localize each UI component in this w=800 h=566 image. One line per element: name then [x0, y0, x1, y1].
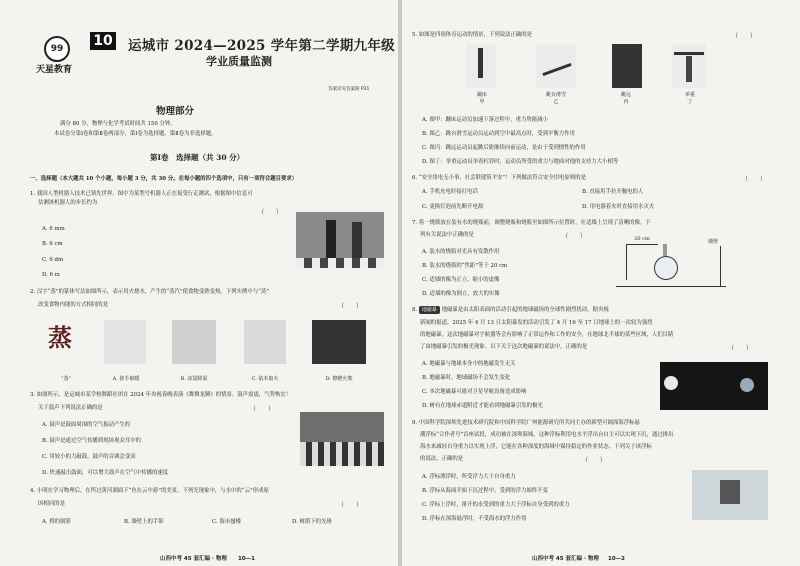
q7-option-c: C. 适墙的像为正立、缩小的虚像: [422, 277, 500, 283]
footer-right-text: 山西中考 45 套汇编 · 物理: [532, 556, 599, 562]
q8-answer-paren: （ ）: [728, 345, 753, 352]
q8-option-a: A. 地磁暴与地球本身中的地磁发生无关: [422, 361, 516, 367]
footer-left-page: 10—1: [238, 556, 255, 562]
q1-option-d: D. 6 m: [42, 272, 60, 278]
q6-option-a: A. 手机充电时接打电话: [422, 189, 478, 195]
q1-line-2: 估测该机器人的步长约为: [38, 200, 98, 206]
left-page: [0, 0, 398, 566]
right-page: [402, 0, 800, 566]
q9-option-a: A. 浮标漂浮时，所受浮力大于自身重力: [422, 474, 516, 480]
q4-option-b: B. 墙壁上的手影: [124, 519, 164, 525]
q3-option-c: C. 用较小的力敲鼓，鼓声的音调会变高: [42, 454, 136, 460]
trampoline-image: [466, 44, 496, 88]
robot-walking-photo: [296, 212, 384, 268]
q8-topic-badge: 地磁暴: [419, 306, 440, 314]
q5-option-b: B. 图乙：跳台滑雪运动员运动到空中最高点时，受到平衡力作用: [422, 131, 575, 137]
logo-text: 天星教育: [36, 65, 73, 75]
q7-option-d: D. 适墙的像为倒立、放大的实像: [422, 291, 500, 297]
distance-label: 20 cm: [634, 236, 650, 242]
footer-right-page: 10—2: [608, 556, 625, 562]
q3-line-1: 3. 如图所示，是运城市某学校舞蹈社团在 2024 年央视春晚表演《舞舞龙腾》的情景。鼓声震震，气势恢宏！: [30, 392, 292, 398]
q9-line-4: 的说法，正确的是: [420, 456, 464, 462]
q9-option-d: D. 浮标在深海悬浮时，不受海水的浮力作用: [422, 516, 527, 522]
q4-line-1: 4. 小明在学习物理后，在所过黄河湖面下“鱼在云中游”的美景。下列光现象中，与水中的“云”形成原: [30, 488, 269, 494]
q9-answer-paren: （ ）: [582, 457, 607, 464]
q2-caption-b: B. 冰袋降温: [180, 376, 208, 382]
q4-option-c: C. 海市蜃楼: [212, 519, 241, 525]
flask-neck: [663, 244, 667, 256]
logo-star-icon: 99: [44, 36, 70, 62]
q8-option-b: B. 地磁暴时，地球磁场不会发生变化: [422, 375, 511, 381]
q5-option-d: D. 图丁：举重运动员举着杠铃时，运动员所受的重力与地面对他的支持力大小相等: [422, 159, 619, 165]
q6-line-1: 6. “安全用电无小事，社会联建筑平安”！下列做法符合安全用电原则的是: [412, 175, 587, 181]
q6-option-d: D. 用电器着火时直接用水灭火: [582, 204, 655, 210]
q6-answer-paren: （ ）: [742, 176, 767, 183]
paper-number-badge: 10: [90, 32, 116, 50]
q8-text-1: 地磁暴是由太阳表面的活动引起的地球磁场的全球性剧烈扰动。据央视: [441, 307, 609, 313]
q8-line-3: 的地磁暴。这次地磁暴对宇航器等会有影响了正常运作和工作的安全，在地球北半球的某些区域，人们目睹: [420, 332, 674, 338]
drum-performance-photo: [300, 412, 384, 466]
seal-script-glyph: 蒸: [48, 323, 72, 352]
q5-option-a: A. 图甲：蹦床运动员加速下落过程中，重力势能减小: [422, 117, 548, 123]
q2-answer-paren: （ ）: [338, 303, 363, 310]
q5-option-c: C. 图丙：跳远运动员起跳后能继续向前运动，是由于受到惯性的作用: [422, 145, 586, 151]
q5-line-1: 5. 如图是四项体育运动的情景，下列说法正确的是: [412, 32, 533, 38]
q5-caption-c: 跳远 丙: [620, 92, 631, 105]
q2-line-1: 2. 汉字“蒸”的篆体写法如图所示，表示用火烧水，产生的“蒸汽”使食物变熟变热。下列实例中与“蒸”: [30, 289, 270, 295]
instructions: 一、选择题（本大题共 10 个小题，每小题 3 分，共 30 分。在每小题的四个选项中，只有一项符合题目要求）: [30, 176, 298, 182]
section-heading: 第Ⅰ卷 选择题（共 30 分）: [150, 153, 245, 162]
q4-answer-paren: （ ）: [338, 502, 363, 509]
answer-reference: 答案详见答案册 P31: [328, 87, 370, 92]
q6-option-c: C. 更换灯泡前先断开电源: [422, 204, 484, 210]
wall: [720, 246, 721, 286]
q5-caption-d: 举重 丁: [684, 92, 695, 105]
q6-option-b: B. 直接用手拉开触电的人: [582, 189, 644, 195]
earth-magnetosphere-image: [660, 362, 768, 410]
distance-arrow: [626, 244, 658, 245]
q3-line-2: 关于鼓声下列说法正确的是: [38, 405, 103, 411]
q5-caption-b: 跳台滑雪 乙: [545, 92, 566, 105]
q2-caption-d: D. 擦燃火柴: [325, 376, 353, 382]
q8-option-c: C. 本次地磁暴可能对卫星导航设备造成影响: [422, 389, 527, 395]
footer-left-text: 山西中考 45 套汇编 · 物理: [160, 556, 227, 562]
q3-answer-paren: （ ）: [250, 406, 275, 413]
q7-answer-paren: （ ）: [562, 233, 587, 240]
q5-answer-paren: （ ）: [732, 33, 757, 40]
q8-line-4: 了由地磁暴引发的极光现象。以下关于这次地磁暴的说法中，正确的是: [420, 344, 588, 350]
paper-title: 运城市 2024—2025 学年第二学期九年级: [128, 38, 395, 54]
q8-line-1: [412, 306, 768, 314]
q9-line-2: 潮浮标“合作者号”首座试投，成功被在深圳海域。这种浮标利用电水平浮出台自主可以实现下沉，通过排出: [420, 432, 674, 438]
q8-line-2: 新闻的报道，2025 年 4 月 13 日太阳暴发的活动引发了 4 月 16 至 17 日地球上的一次较为强烈: [420, 320, 653, 326]
q8-number: 8.: [412, 307, 418, 313]
ice-pack-image: [172, 320, 216, 364]
subject-heading: 物理部分: [156, 106, 195, 117]
strike-match-image: [312, 320, 366, 364]
buoy-photo: [692, 470, 768, 520]
q4-option-d: D. 树荫下的光斑: [292, 519, 332, 525]
q1-line-1: 1. 我国人型机器人技术已领先世界。图中为某型号机器人正在接受行走测试，根据图中信息可: [30, 191, 253, 197]
q9-line-3: 海水来减轻自身重力以实现上浮，它能在各种深度的海域中保持稳定的作业状态。下列关于该浮标: [420, 444, 652, 450]
intro-line-1: 满分 80 分，物理与化学考试时间共 150 分钟。: [60, 121, 176, 127]
ski-jump-image: [536, 44, 576, 88]
table-line: [616, 286, 726, 287]
weightlifting-image: [672, 44, 706, 88]
drill-wood-fire-image: [244, 320, 286, 364]
q7-option-a: A. 装水的烧瓶对光具有发散作用: [422, 249, 500, 255]
intro-line-2: 本试卷分第Ⅰ卷和第Ⅱ卷两部分，第Ⅰ卷为选择题，第Ⅱ卷为非选择题。: [54, 131, 217, 137]
q3-option-a: A. 鼓声是鼓面周围的空气振动产生的: [42, 422, 131, 428]
wall-label: 墙壁: [707, 239, 718, 245]
q2-caption-glyph: “蒸”: [60, 376, 72, 382]
q4-option-a: A. 桥的倒影: [42, 519, 71, 525]
q1-answer-paren: （ ）: [258, 209, 283, 216]
q3-option-d: D. 快速敲击鼓面，可以增大鼓声在空气中传播的速度: [42, 470, 169, 476]
q1-option-c: C. 6 dm: [42, 257, 64, 263]
q9-line-1: 9. 中国科学院深圳先进技术研究院和中国科学院广州能源研究所共同主办的新型可调深海浮标悬: [412, 420, 640, 426]
rub-hands-image: [104, 320, 146, 364]
water-flask: [654, 256, 678, 280]
q9-option-c: C. 浮标上浮时，排开的水受到的重力大于浮标自身受到的重力: [422, 502, 570, 508]
q7-line-1: 7. 将一烧瓶放在装有水的烧瓶前，调整烧瓶和烧瓶至如图所示位置时，在适墙上呈现了清晰的像。下: [412, 220, 651, 226]
q1-option-a: A. 6 mm: [42, 226, 65, 232]
q3-option-b: B. 鼓声是通过空气传播到现场观众耳中的: [42, 438, 142, 444]
q2-line-2: 改变食物内能的方式相同的是: [38, 302, 109, 308]
q8-option-d: D. 树有在地球赤道附近才能看到地磁暴引发的极光: [422, 403, 543, 409]
q5-caption-a: 蹦床 甲: [476, 92, 487, 105]
q9-option-b: B. 浮标从海面开始下沉过程中，受到的浮力始终不变: [422, 488, 548, 494]
long-jump-image: [612, 44, 642, 88]
paper-subtitle: 学业质量监测: [206, 55, 272, 68]
q7-line-2: 列有关说法中正确的是: [420, 232, 474, 238]
q1-option-b: B. 6 cm: [42, 241, 63, 247]
q2-caption-a: A. 搓手取暖: [112, 376, 140, 382]
q2-caption-c: C. 钻木取火: [251, 376, 279, 382]
candle: [626, 244, 627, 280]
q7-option-b: B. 装水的烧瓶的“焦距”等于 20 cm: [422, 263, 508, 269]
q4-line-2: 因相同的是: [38, 501, 65, 507]
